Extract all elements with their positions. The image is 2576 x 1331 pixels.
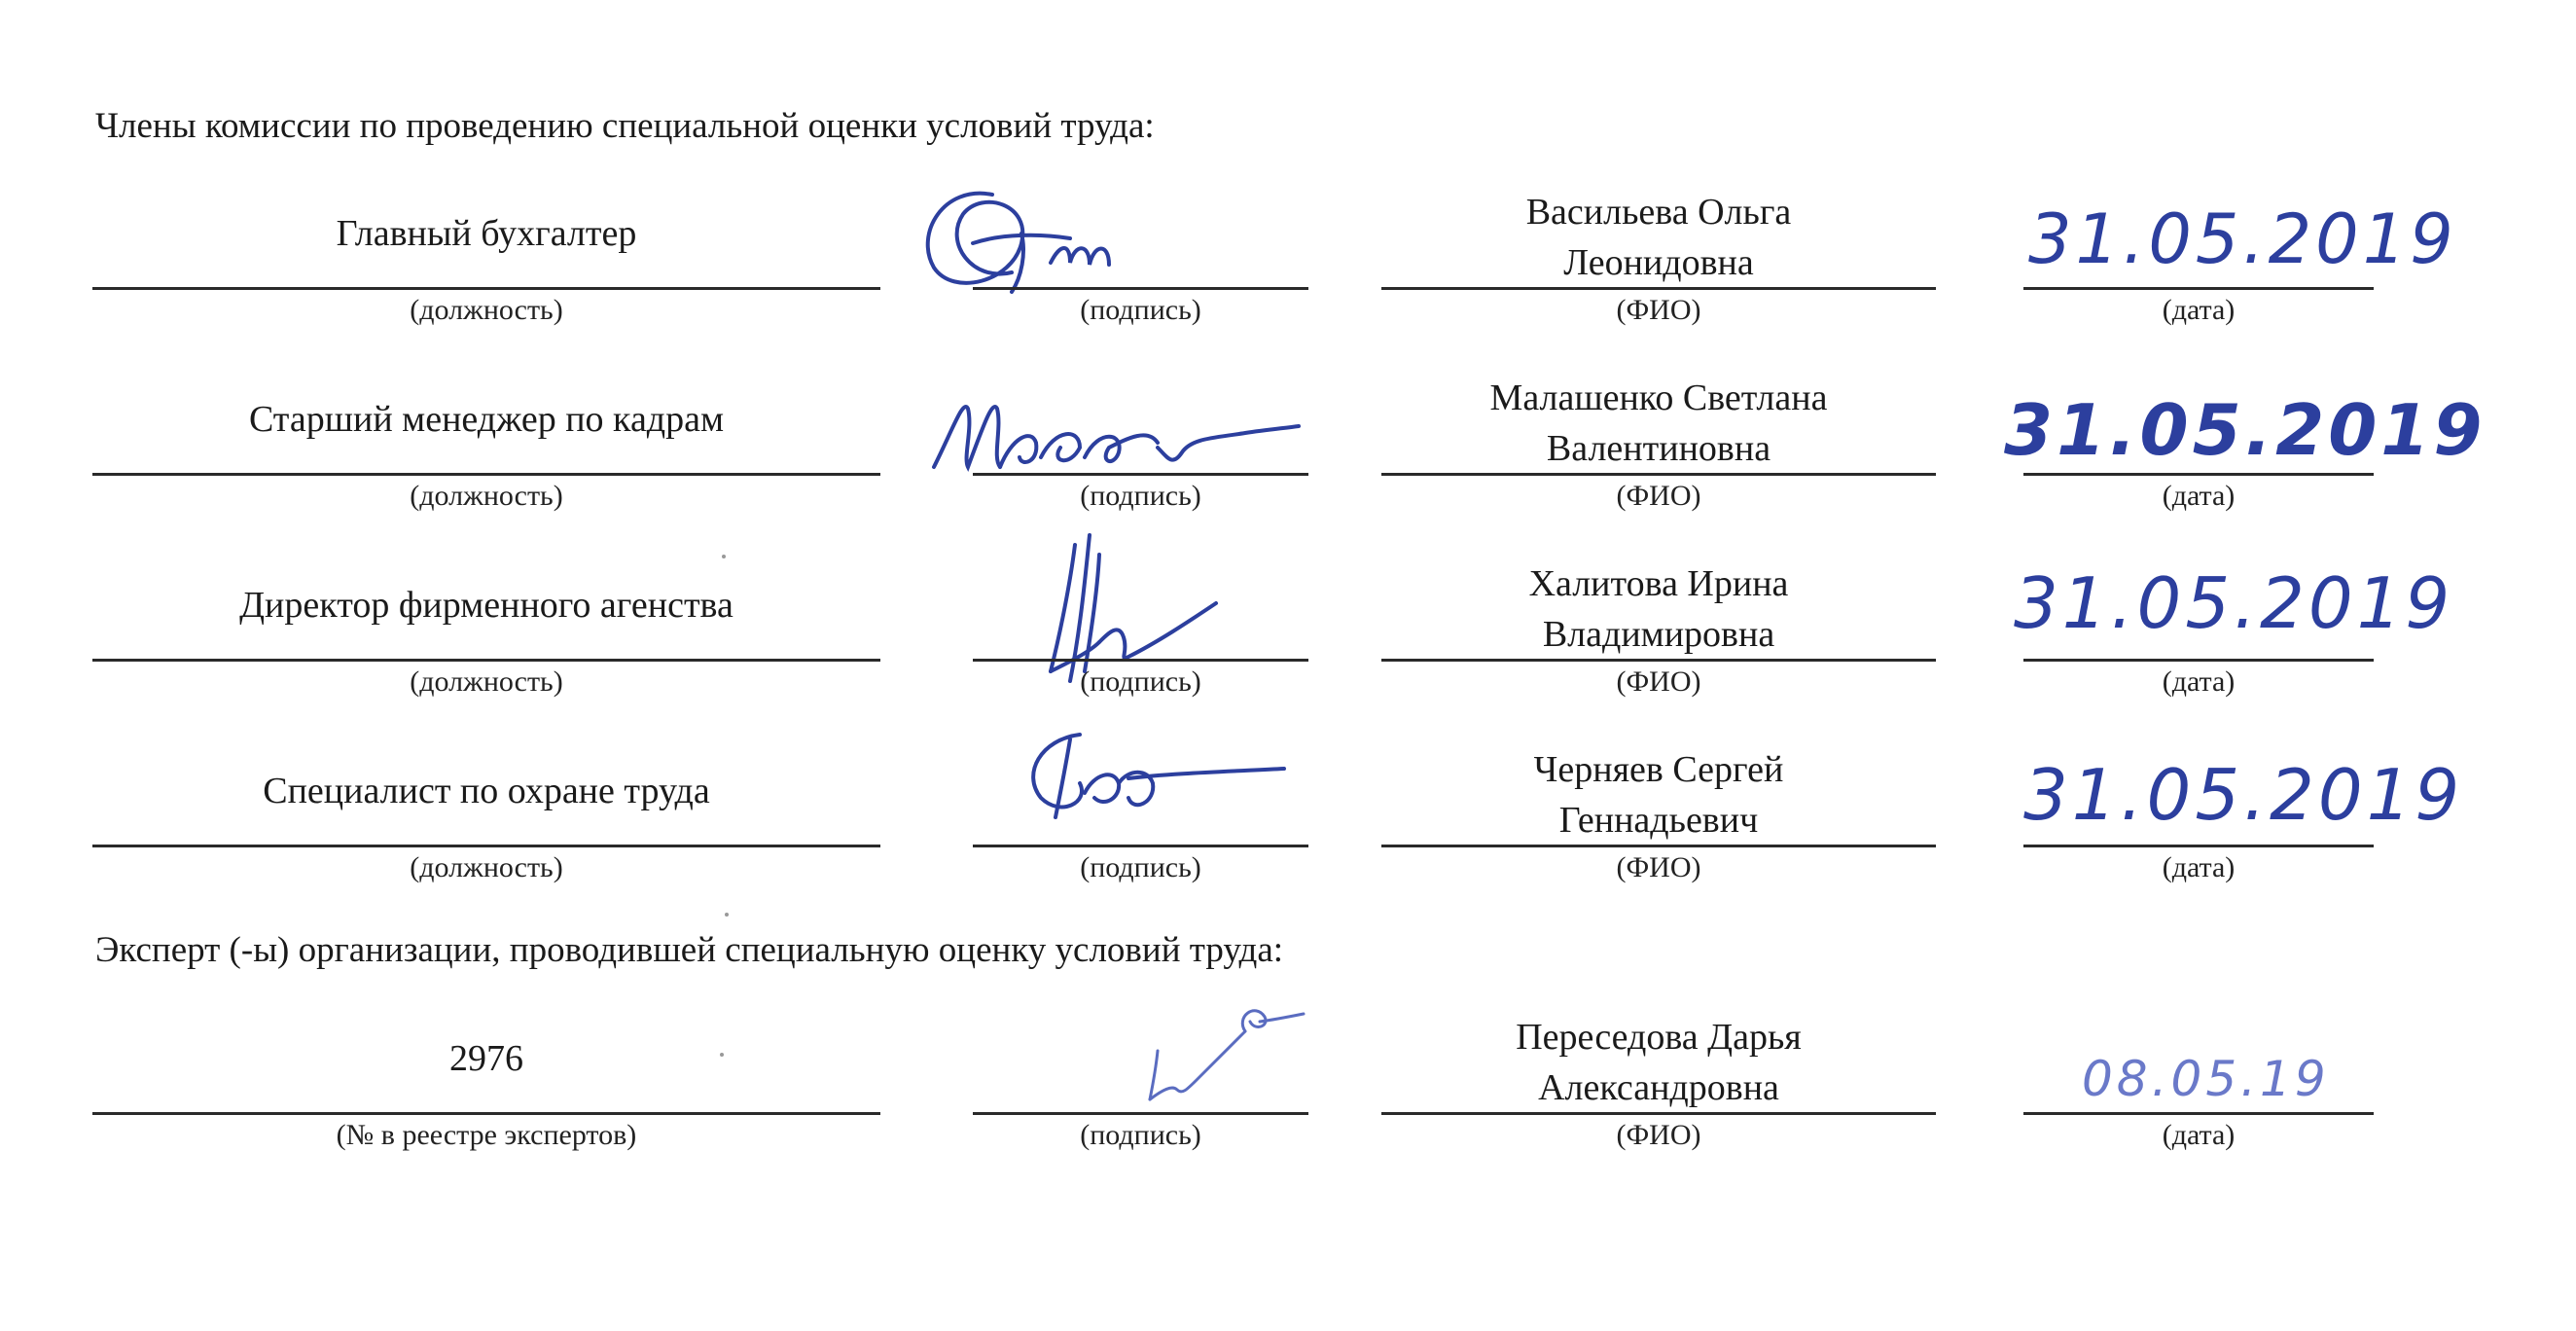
date-line — [2023, 287, 2374, 290]
signature-line — [973, 287, 1308, 290]
position-caption: (должность) — [410, 666, 563, 698]
fio-line — [1381, 845, 1936, 847]
registry-caption: (№ в реестре экспертов) — [336, 1119, 637, 1151]
fio-caption: (ФИО) — [1616, 666, 1701, 698]
member-fio-line2: Валентиновна — [1546, 428, 1771, 469]
signature-1 — [905, 175, 1197, 311]
member-fio-line2: Владимировна — [1542, 614, 1775, 655]
signature-2 — [924, 370, 1304, 496]
fio-line — [1381, 287, 1936, 290]
member-fio-line1: Малашенко Светлана — [1489, 378, 1828, 418]
date-caption: (дата) — [2162, 666, 2236, 698]
expert-fio-line2: Александровна — [1538, 1067, 1779, 1108]
expert-registry-number: 2976 — [449, 1038, 523, 1079]
member-date: 31.05.2019 — [2023, 754, 2464, 836]
position-line — [92, 659, 880, 662]
date-caption: (дата) — [2162, 851, 2236, 883]
member-position: Главный бухгалтер — [336, 213, 637, 254]
fio-caption: (ФИО) — [1616, 1119, 1701, 1151]
expert-heading: Эксперт (-ы) организации, проводившей специальную оценку условий труда: — [95, 930, 1284, 970]
signature-caption: (подпись) — [1080, 294, 1201, 326]
position-line — [92, 287, 880, 290]
position-caption: (должность) — [410, 294, 563, 326]
date-caption: (дата) — [2162, 294, 2236, 326]
fio-line — [1381, 1112, 1936, 1115]
position-line — [92, 845, 880, 847]
member-fio-line2: Леонидовна — [1563, 242, 1754, 283]
member-date: 31.05.2019 — [2014, 562, 2454, 644]
fio-line — [1381, 659, 1936, 662]
signature-caption: (подпись) — [1080, 480, 1201, 512]
expert-fio-line1: Переседова Дарья — [1516, 1017, 1802, 1058]
position-caption: (должность) — [410, 851, 563, 883]
scan-speck — [722, 555, 726, 558]
fio-line — [1381, 473, 1936, 476]
registry-line — [92, 1112, 880, 1115]
commission-heading: Члены комиссии по проведению специальной оценки условий труда: — [95, 106, 1155, 146]
date-line — [2023, 659, 2374, 662]
date-line — [2023, 1112, 2374, 1115]
scan-speck — [725, 913, 729, 917]
member-position: Специалист по охране труда — [263, 771, 710, 811]
member-position: Директор фирменного агенства — [239, 585, 733, 626]
scan-speck — [720, 1053, 724, 1057]
signature-4 — [1012, 725, 1304, 832]
member-fio-line2: Геннадьевич — [1558, 800, 1759, 841]
signature-caption: (подпись) — [1080, 666, 1201, 698]
expert-date: 08.05.19 — [2082, 1051, 2330, 1107]
date-line — [2023, 473, 2374, 476]
date-caption: (дата) — [2162, 480, 2236, 512]
member-fio-line1: Васильева Ольга — [1525, 192, 1792, 233]
date-caption: (дата) — [2162, 1119, 2236, 1151]
signature-line — [973, 659, 1308, 662]
member-date: 31.05.2019 — [2004, 389, 2487, 471]
signature-line — [973, 473, 1308, 476]
fio-caption: (ФИО) — [1616, 294, 1701, 326]
signature-caption: (подпись) — [1080, 1119, 1201, 1151]
date-line — [2023, 845, 2374, 847]
position-caption: (должность) — [410, 480, 563, 512]
signature-line — [973, 1112, 1308, 1115]
fio-caption: (ФИО) — [1616, 851, 1701, 883]
signature-caption: (подпись) — [1080, 851, 1201, 883]
member-fio-line1: Халитова Ирина — [1528, 563, 1789, 604]
member-date: 31.05.2019 — [2028, 199, 2457, 279]
fio-caption: (ФИО) — [1616, 480, 1701, 512]
signature-line — [973, 845, 1308, 847]
member-fio-line1: Черняев Сергей — [1533, 749, 1784, 790]
position-line — [92, 473, 880, 476]
signature-expert — [1138, 992, 1313, 1109]
member-position: Старший менеджер по кадрам — [248, 399, 725, 440]
